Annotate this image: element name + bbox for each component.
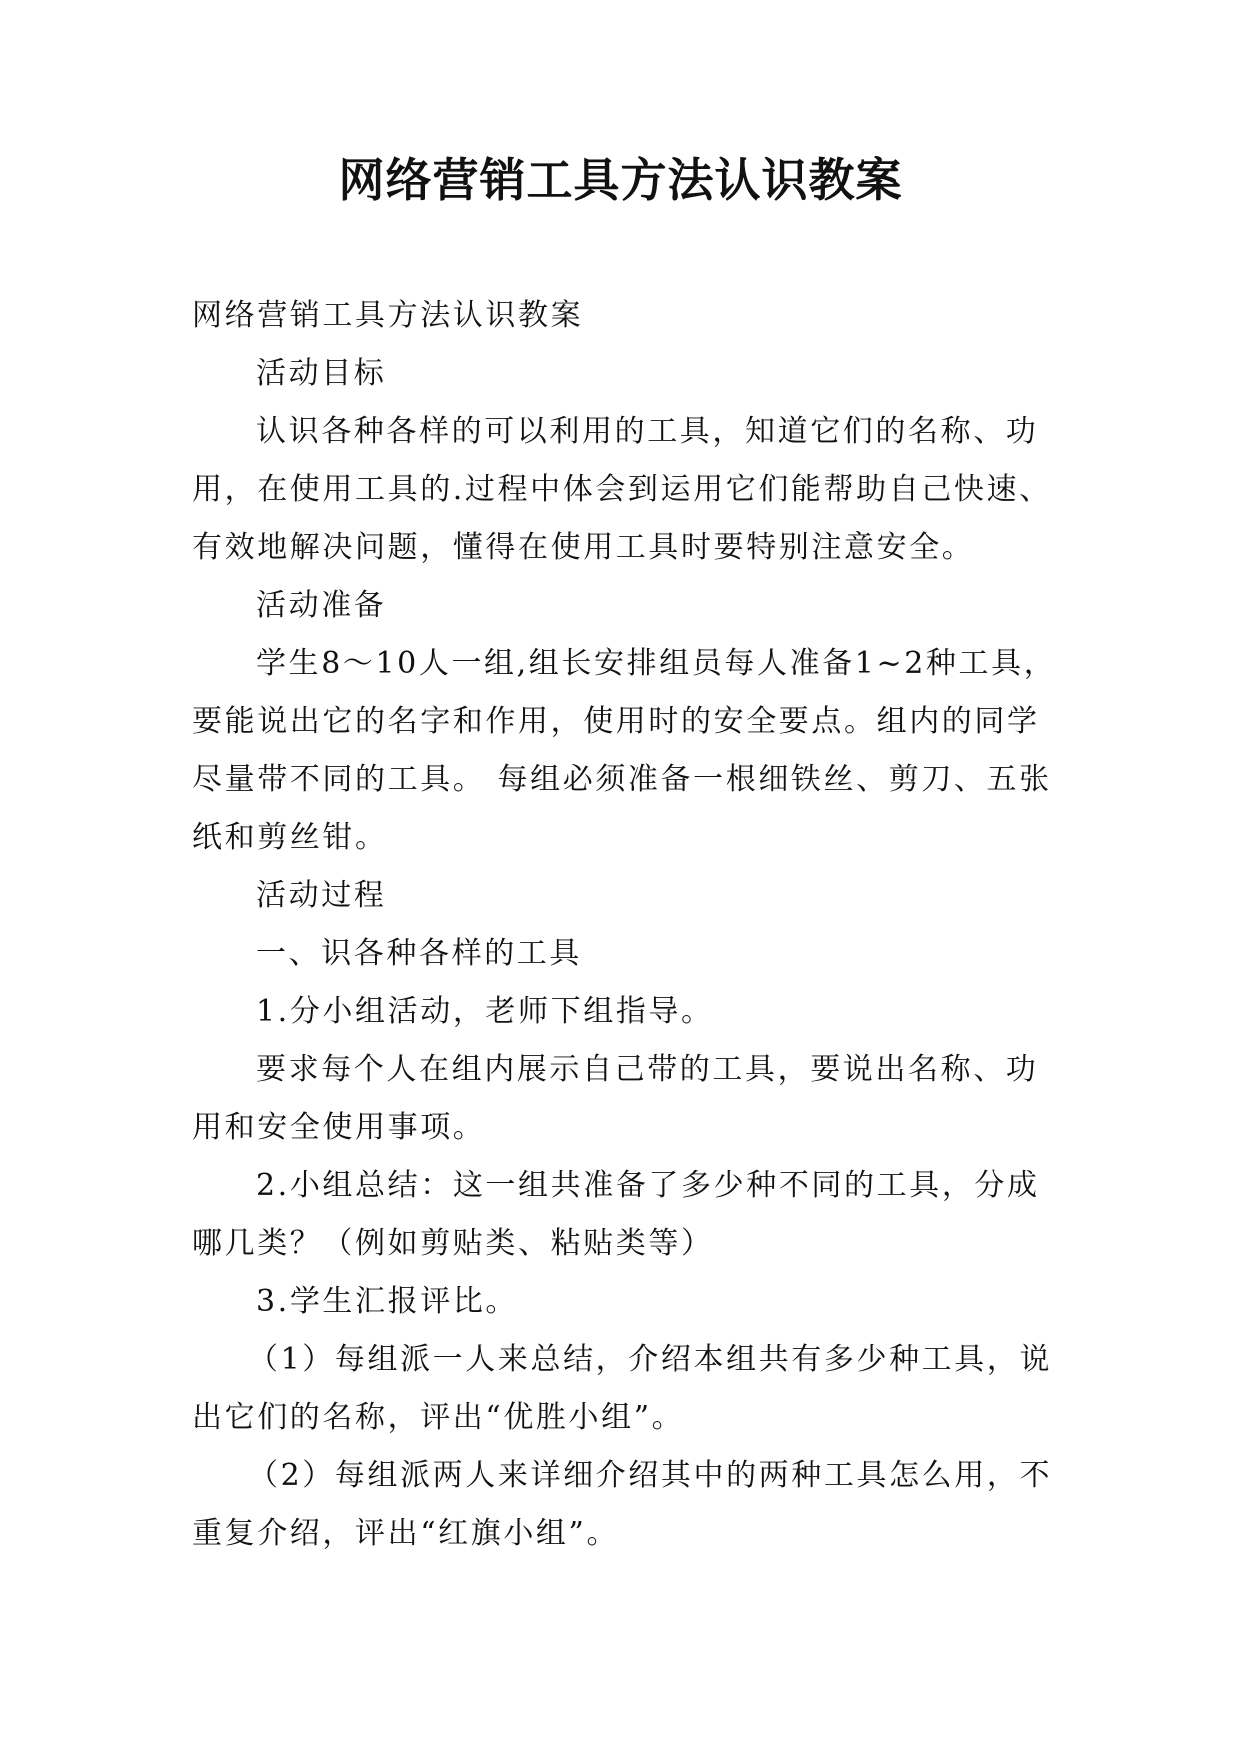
paragraph-requirement: 要求每个人在组内展示自己带的工具，要说出名称、功用和安全使用事项。 — [192, 1052, 1039, 1145]
section-heading-preparation: 活动准备 — [256, 588, 387, 623]
section-heading-goals: 活动目标 — [256, 356, 387, 391]
document-body — [192, 287, 1067, 1563]
step-3: 3.学生汇报评比。 — [256, 1284, 519, 1319]
document-title: 网络营销工具方法认识教案 — [338, 153, 903, 207]
step-2: 2.小组总结：这一组共准备了多少种不同的工具，分成哪几类？（例如剪贴类、粘贴类等） — [192, 1168, 1040, 1261]
step-1: 1.分小组活动，老师下组指导。 — [256, 994, 714, 1029]
sub-step-2: （2）每组派两人来详细介绍其中的两种工具怎么用，不重复介绍，评出“红旗小组”。 — [192, 1458, 1053, 1551]
paragraph-heading: 网络营销工具方法认识教案 — [192, 298, 584, 333]
paragraph-preparation: 学生8～10人一组,组长安排组员每人准备1~2种工具，要能说出它的名字和作用，使用时的安全要点。组内的同学尽量带不同的工具。 每组必须准备一根细铁丝、剪刀、五张纸和剪丝钳。 — [192, 646, 1057, 855]
subheading-tools: 一、识各种各样的工具 — [256, 936, 582, 971]
section-heading-process: 活动过程 — [256, 878, 387, 913]
paragraph-goals: 认识各种各样的可以利用的工具，知道它们的名称、功用，在使用工具的.过程中体会到运用它们能帮助自己快速、有效地解决问题，懂得在使用工具时要特别注意安全。 — [192, 414, 1052, 565]
sub-step-1: （1）每组派一人来总结，介绍本组共有多少种工具，说出它们的名称，评出“优胜小组”。 — [192, 1342, 1053, 1435]
